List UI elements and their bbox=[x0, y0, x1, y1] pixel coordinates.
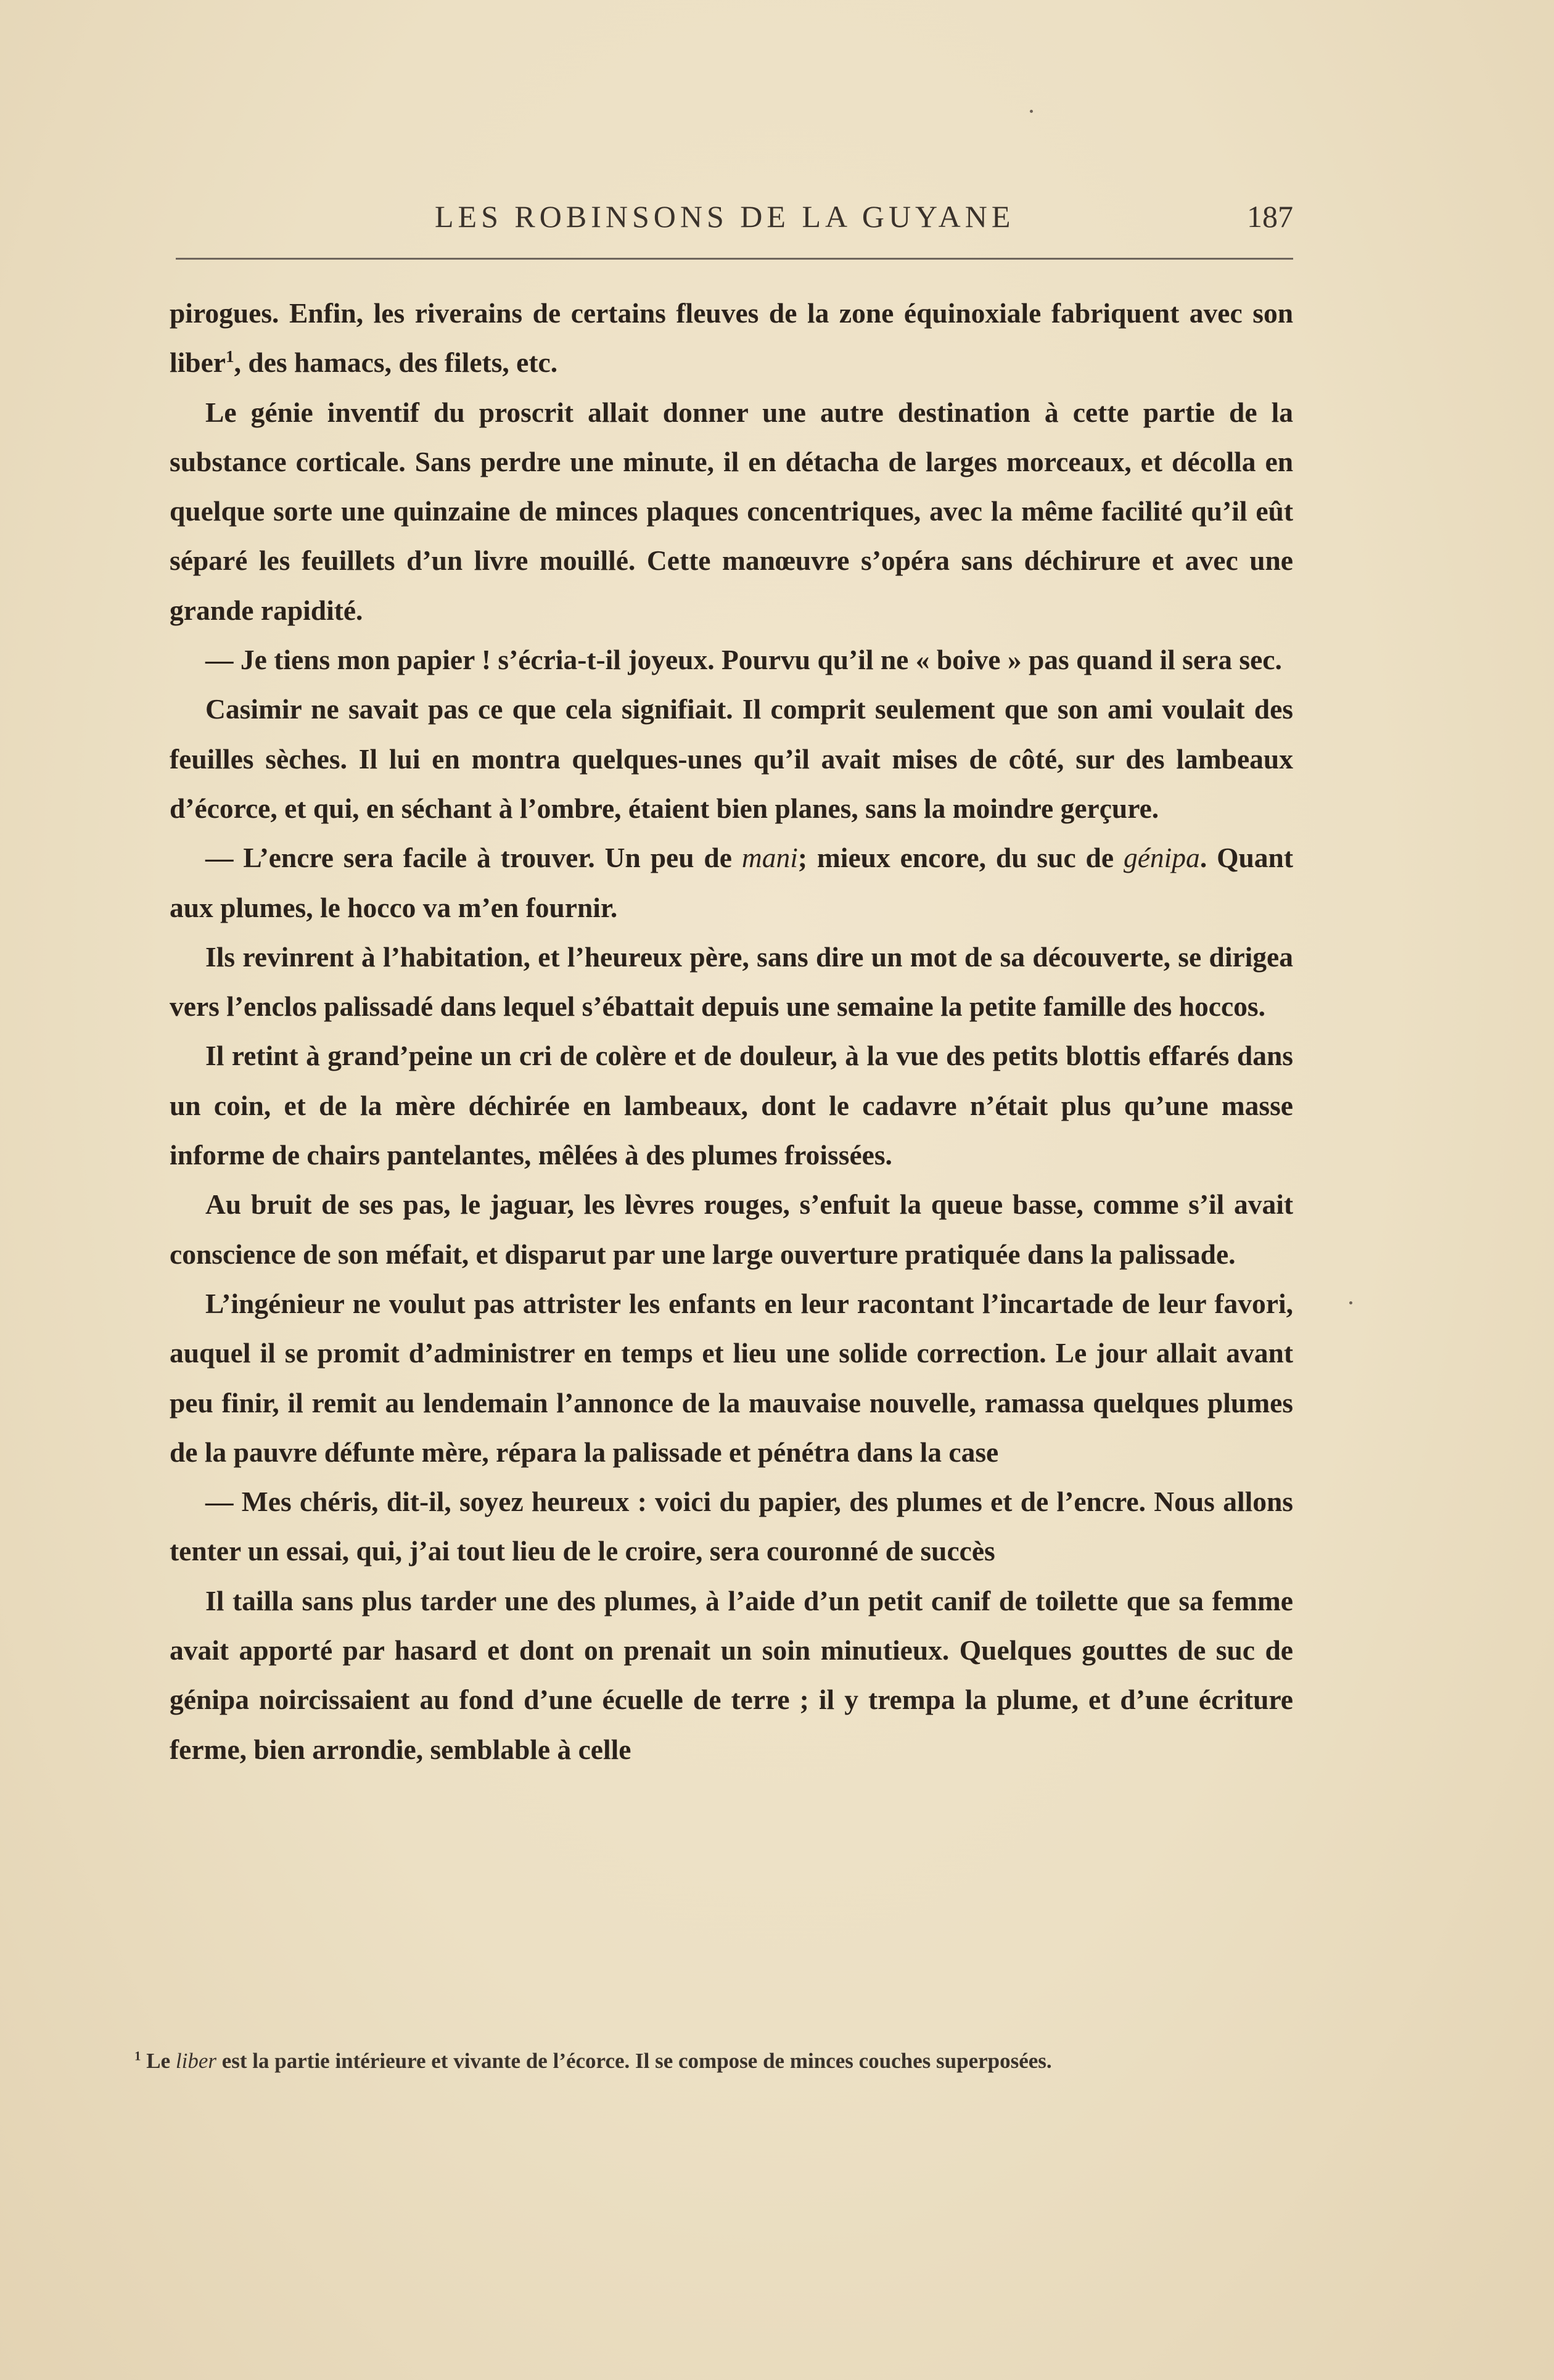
footnote bbox=[134, 2046, 1244, 2075]
header-rule bbox=[176, 258, 1293, 260]
text-run: Il tailla sans plus tarder une des plumes, à l’aide d’un petit canif de toilette que sa femme avait apporté par hasard et dont on prenait un soin minutieux. Quelques gouttes de suc de génipa noircissaient au fond d’une écuelle de terre ; il y trempa la plume, et d’une écriture ferme, bien arrondie, semblable à celle bbox=[170, 1584, 1293, 1765]
body-text bbox=[170, 289, 1293, 1774]
text-run: Il retint à grand’peine un cri de colère et de douleur, à la vue des petits blottis effarés dans un coin, et de la mère déchirée en lambeaux, dont le cadavre n’était plus qu’une masse informe de chairs pantelantes, mêlées à des plumes froissées. bbox=[170, 1040, 1293, 1171]
paragraph bbox=[170, 289, 1293, 388]
text-run: est la partie intérieure et vivante de l’écorce. Il se compose de minces couches superposées. bbox=[216, 2049, 1052, 2073]
paragraph bbox=[170, 1031, 1293, 1180]
paragraph bbox=[170, 635, 1293, 685]
text-run: — L’encre sera facile à trouver. Un peu de bbox=[205, 842, 742, 874]
text-run: Au bruit de ses pas, le jaguar, les lèvres rouges, s’enfuit la queue basse, comme s’il avait conscience de son méfait, et disparut par une large ouverture pratiquée dans la palissade. bbox=[170, 1188, 1293, 1270]
text-run: ; mieux encore, du suc de bbox=[797, 842, 1124, 874]
paper-speck bbox=[1349, 1301, 1352, 1304]
paragraph bbox=[170, 1576, 1293, 1774]
paragraph bbox=[170, 1477, 1293, 1576]
footnote-marker: 1 bbox=[225, 347, 234, 366]
footnote-text bbox=[134, 2046, 1244, 2075]
paragraph bbox=[170, 685, 1293, 833]
text-run: . Quant aux plumes, le hocco va m’en fournir. bbox=[170, 842, 1294, 923]
page-header bbox=[170, 199, 1293, 236]
paragraph bbox=[170, 388, 1293, 635]
running-title: LES ROBINSONS DE LA GUYANE bbox=[435, 199, 1015, 234]
text-run: Le génie inventif du proscrit allait donner une autre destination à cette partie de la substance corticale. Sans perdre une minute, il en détacha de larges morceaux, et décolla en quelque sorte une quinzaine de minces plaques concentriques, avec la même facilité qu’il eût séparé les feuillets d’un livre mouillé. Cette manœuvre s’opéra sans déchirure et avec une grande rapidité. bbox=[170, 396, 1293, 626]
text-run: pirogues. Enfin, les riverains de certains fleuves de la zone équinoxiale fabriquent avec son liber bbox=[170, 297, 1293, 379]
text-run: — Mes chéris, dit-il, soyez heureux : voici du papier, des plumes et de l’encre. Nous allons tenter un essai, qui, j’ai tout lieu de le croire, sera couronné de succès bbox=[170, 1486, 1293, 1567]
text-run: — Je tiens mon papier ! s’écria-t-il joyeux. Pourvu qu’il ne « boive » pas quand il sera sec. bbox=[205, 644, 1282, 676]
italic-term: génipa bbox=[1123, 842, 1200, 874]
paragraph bbox=[170, 833, 1293, 933]
italic-term: mani bbox=[741, 842, 798, 874]
text-run: L’ingénieur ne voulut pas attrister les enfants en leur racontant l’incartade de leur favori, auquel il se promit d’administrer en temps et lieu une solide correction. Le jour allait avant peu finir, il remit au lendemain l’annonce de la mauvaise nouvelle, ramassa quelques plumes de la pauvre défunte mère, répara la palissade et pénétra dans la case bbox=[170, 1287, 1293, 1468]
text-run: , des hamacs, des filets, etc. bbox=[234, 347, 558, 379]
footnote-marker: 1 bbox=[134, 2048, 141, 2064]
paragraph bbox=[170, 933, 1293, 1032]
paragraph bbox=[170, 1180, 1293, 1279]
text-run: Casimir ne savait pas ce que cela signifiait. Il comprit seulement que son ami voulait des feuilles sèches. Il lui en montra quelques-unes qu’il avait mises de côté, sur des lambeaux d’écorce, et qui, en séchant à l’ombre, étaient bien planes, sans la moindre gerçure. bbox=[170, 693, 1293, 824]
text-run: Le bbox=[141, 2049, 176, 2073]
paper-speck bbox=[1030, 110, 1033, 113]
page-number: 187 bbox=[1247, 199, 1293, 234]
paragraph bbox=[170, 1279, 1293, 1477]
italic-term: liber bbox=[175, 2049, 216, 2073]
text-run: Ils revinrent à l’habitation, et l’heureux père, sans dire un mot de sa découverte, se dirigea vers l’enclos palissadé dans lequel s’ébattait depuis une semaine la petite famille des hoccos. bbox=[170, 941, 1293, 1023]
